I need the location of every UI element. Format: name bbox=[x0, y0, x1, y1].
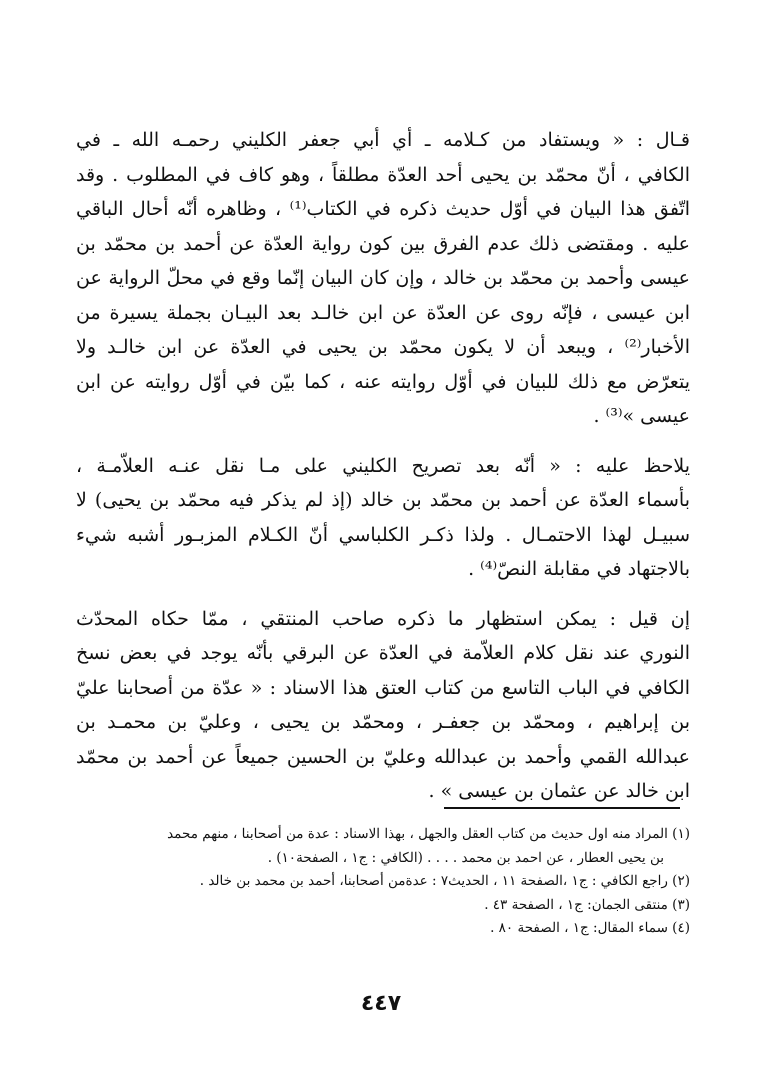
footnote: (٤) سماء المقال: ج١ ، الصفحة ٨٠ . bbox=[490, 920, 690, 936]
text-line: ابن عيسى ، فإنّه روى عن العدّة عن ابن خالـد بعد البيـان بجملة يسيرة من bbox=[76, 301, 690, 324]
text-line: اتّفق هذا البيان في أوّل حديث ذكره في الكتاب⁽¹⁾ ، وظاهره أنّه أحال الباقي bbox=[76, 198, 690, 220]
paragraph-gap bbox=[76, 587, 690, 602]
text-line: بالاجتهاد في مقابلة النصّ⁽⁴⁾ . bbox=[468, 558, 690, 580]
paragraph-gap bbox=[76, 434, 690, 449]
text-line: قـال : « ويستفاد من كـلامه ـ أي أبي جعفر الكليني رحمـه الله ـ في bbox=[76, 129, 690, 151]
text-line: عليه . ومقتضى ذلك عدم الفرق بين كون رواية العدّة عن أحمد بن محمّد بن bbox=[76, 232, 690, 255]
footnote-continuation: بن يحيى العطار ، عن احمد بن محمد . . . . (الكافي : ج١ ، الصفحة١٠) . bbox=[267, 849, 664, 866]
text-line: الكافي في الباب التاسع من كتاب العتق هذا الاسناد : « عدّة من أصحابنا عليّ bbox=[76, 676, 690, 699]
text-line: بأسماء العدّة عن أحمد بن محمّد بن خالد (إذ لم يذكر فيه محمّد بن يحيى) لا bbox=[76, 489, 690, 511]
body-text bbox=[76, 123, 690, 809]
footnote: (٣) منتقى الجمان: ج١ ، الصفحة ٤٣ . bbox=[484, 896, 690, 913]
text-line: عيسى وأحمد بن محمّد بن خالد ، وإن كان البيان إنّما وقع في محلّ الرواية عن bbox=[76, 267, 690, 289]
footnote: (١) المراد منه اول حديث من كتاب العقل والجهل ، بهذا الاسناد : عدة من أصحابنا ، منهم محمد bbox=[167, 826, 690, 842]
text-line: الأخبار⁽²⁾ ، ويبعد أن لا يكون محمّد بن يحيى في العدّة عن ابن خالـد ولا bbox=[76, 336, 690, 358]
text-line: سبيـل لهذا الاحتمـال . ولذا ذكـر الكلباسي أنّ الكـلام المزبـور أشبه شيء bbox=[76, 523, 690, 546]
text-line: يتعرّض مع ذلك للبيان في أوّل روايته عنه ، كما بيّن في أوّل روايته عن ابن bbox=[76, 370, 690, 393]
text-line: الكافي ، أنّ محمّد بن يحيى أحد العدّة مطلقاً ، وهو كاف في المطلوب . وقد bbox=[76, 163, 690, 186]
footnote: (٢) راجع الكافي : ج١ ،الصفحة ١١ ، الحديث٧ : عدةمن أصحابنا، أحمد بن محمد بن خالد . bbox=[199, 873, 690, 889]
footnote-divider bbox=[444, 807, 680, 809]
text-line: عيسى »⁽³⁾ . bbox=[593, 405, 690, 427]
text-line: ابن خالد عن عثمان بن عيسى » . bbox=[428, 780, 690, 802]
paragraph-1 bbox=[76, 123, 690, 434]
text-line: النوري عند نقل كلام العلاّمة في العدّة عن البرقي بأنّه يوجد في بعض نسخ bbox=[76, 642, 690, 664]
footnotes bbox=[86, 823, 690, 941]
text-line: بن إبراهيم ، ومحمّد بن جعفـر ، ومحمّد بن يحيى ، وعليّ بن محمـد بن bbox=[76, 711, 690, 733]
paragraph-3 bbox=[76, 602, 690, 809]
page-number: ٤٤٧ bbox=[360, 991, 402, 1016]
text-line: يلاحظ عليه : « أنّه بعد تصريح الكليني على مـا نقل عنـه العلاّمـة ، bbox=[76, 454, 690, 477]
paragraph-2 bbox=[76, 449, 690, 587]
text-line: عبدالله القمي وأحمد بن عبدالله وعليّ بن الحسين جميعاً عن أحمد بن محمّد bbox=[76, 745, 690, 768]
text-line: إن قيل : يمكن استظهار ما ذكره صاحب المنتقي ، ممّا حكاه المحدّث bbox=[76, 607, 690, 630]
